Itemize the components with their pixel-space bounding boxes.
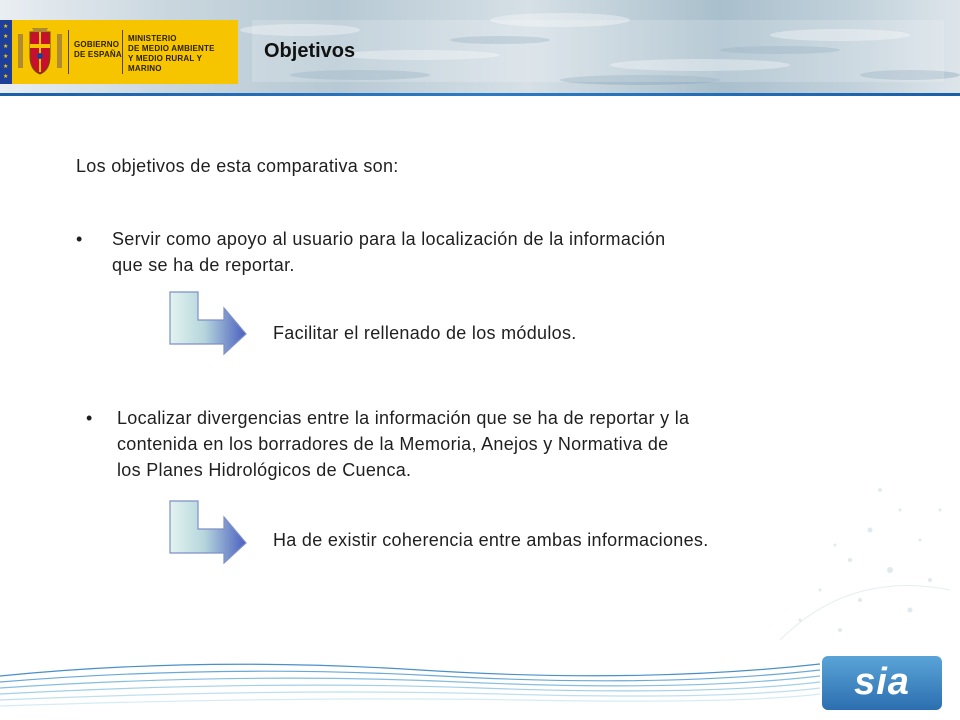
bullet-marker: • — [76, 229, 83, 249]
bullet-result-1: Facilitar el rellenado de los módulos. — [273, 323, 577, 343]
arrow-right-icon — [168, 290, 248, 356]
bullet-result-2: Ha de existir coherencia entre ambas informaciones. — [273, 530, 709, 550]
arrow-right-icon — [168, 499, 248, 565]
page-title: Objetivos — [264, 40, 356, 62]
bullet-item-1 — [76, 226, 836, 280]
header-underline — [0, 93, 960, 96]
bullet-marker: • — [86, 408, 93, 428]
footer-wave-lines — [0, 636, 960, 720]
government-logo — [0, 20, 238, 84]
water-splash-decoration — [760, 450, 960, 650]
gov-name: GOBIERNO DE ESPAÑA — [74, 40, 122, 59]
intro-text: Los objetivos de esta comparativa son: — [76, 156, 399, 176]
sia-logo-text: sia — [854, 661, 910, 703]
sia-logo — [822, 656, 942, 710]
eu-flag-strip: ★ ★ ★ ★ ★ ★ — [0, 20, 12, 84]
logo-separator — [122, 30, 123, 74]
coat-of-arms-icon — [16, 26, 64, 78]
title-box — [252, 20, 944, 82]
header-banner — [0, 0, 960, 96]
bullet-text: Servir como apoyo al usuario para la localización de la información que se ha de reportar. — [112, 229, 666, 275]
logo-separator — [68, 30, 69, 74]
ministry-name: MINISTERIO DE MEDIO AMBIENTE Y MEDIO RURAL Y MARINO — [128, 34, 215, 73]
bullet-text: Localizar divergencias entre la información que se ha de reportar y la contenida en los borradores de la Memoria, Anejos y Normativa de los Planes Hidrológicos de Cuenca. — [117, 408, 690, 480]
bullet-item-2 — [86, 405, 866, 485]
